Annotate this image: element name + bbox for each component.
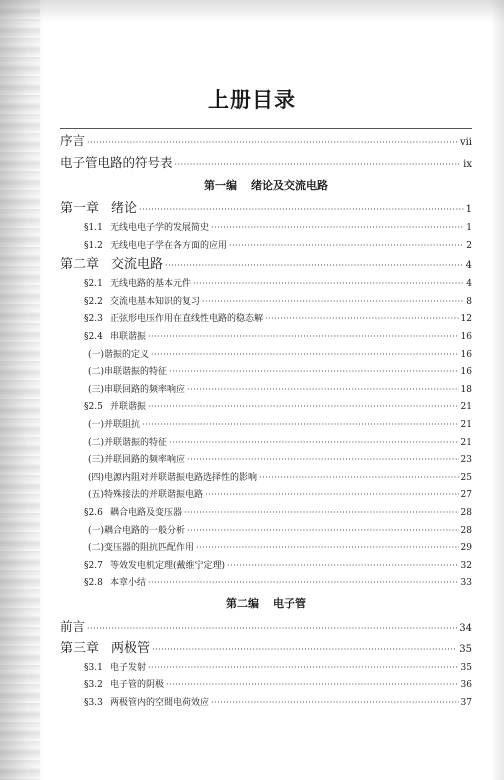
- page-number: 29: [460, 543, 472, 554]
- page-number: 27: [460, 490, 472, 501]
- page-number: 28: [460, 507, 472, 518]
- page-number: 12: [460, 314, 472, 325]
- leader-dots: [142, 416, 459, 434]
- entry-label: [60, 382, 185, 400]
- leader-dots: [211, 219, 464, 237]
- toc-entry-section[interactable]: [60, 659, 472, 677]
- part-heading: [60, 592, 472, 616]
- entry-title: (一)谐振的定义: [88, 349, 150, 360]
- leader-dots: [187, 451, 459, 469]
- entry-title: 等效发电机定理(戴维宁定理): [110, 560, 226, 571]
- entry-number: §2.4: [84, 331, 103, 342]
- entry-title: 无线电电子学在各方面的应用: [110, 240, 228, 251]
- toc-entry-top[interactable]: [60, 130, 472, 152]
- page-number: 8: [466, 296, 472, 307]
- toc-entry-chapter[interactable]: [60, 198, 472, 219]
- toc-entry-section[interactable]: [60, 275, 472, 293]
- leader-dots: [169, 363, 459, 381]
- entry-label: [60, 470, 257, 488]
- leader-dots: [193, 275, 464, 293]
- entry-label: [60, 399, 146, 417]
- page-number: 16: [460, 349, 472, 360]
- leader-dots: [259, 469, 459, 487]
- leader-dots: [196, 539, 459, 557]
- entry-label: [60, 435, 167, 453]
- toc-entry-chapter[interactable]: [60, 638, 472, 659]
- entry-title: 并联谐振: [110, 402, 147, 413]
- leader-dots: [175, 154, 462, 176]
- entry-title: 无线电电子学的发展简史: [110, 223, 210, 233]
- leader-dots: [169, 434, 459, 452]
- entry-label: [60, 254, 163, 275]
- page-number: 21: [460, 437, 472, 448]
- entry-label: [60, 329, 146, 347]
- toc-entry-section[interactable]: [60, 219, 472, 237]
- toc-entry-sub[interactable]: [60, 381, 472, 399]
- page-number: 1: [466, 223, 472, 233]
- entry-title: 两极管: [111, 640, 151, 656]
- entry-title: 本章小结: [110, 578, 147, 589]
- entry-label: [60, 638, 150, 659]
- toc-entry-section[interactable]: [60, 504, 472, 522]
- entry-number: §1.2: [84, 240, 103, 251]
- header-rule: [60, 128, 472, 129]
- entry-label: [60, 487, 203, 505]
- entry-title: (四)电源内阻对并联谐振电路选择性的影响: [88, 472, 258, 483]
- page-number: 33: [460, 578, 472, 589]
- page-number: 21: [460, 402, 472, 413]
- entry-title: (一)并联阻抗: [88, 419, 141, 430]
- entry-label: [60, 238, 227, 256]
- toc-entry-sub[interactable]: [60, 469, 472, 487]
- leader-dots: [265, 310, 459, 328]
- toc-entry-sub[interactable]: [60, 416, 472, 434]
- part-number: 第一编: [204, 179, 237, 192]
- page-number: 16: [460, 331, 472, 342]
- page-number: 32: [460, 560, 472, 571]
- entry-label: [60, 130, 85, 152]
- entry-title: (二)串联谐振的特征: [88, 367, 168, 378]
- leader-dots: [202, 293, 464, 311]
- page-number: 35: [460, 662, 472, 673]
- entry-title: 耦合电路及变压器: [110, 507, 183, 518]
- entry-title: 电子管的阴极: [110, 680, 165, 691]
- toc-entry-top[interactable]: [60, 152, 472, 174]
- page-number: 35: [459, 643, 472, 655]
- entry-title: 电子发射: [110, 662, 147, 673]
- page-number: 36: [460, 680, 472, 691]
- entry-label: [60, 347, 149, 365]
- entry-title: (三)并联回路的频率响应: [88, 455, 186, 466]
- leader-dots: [152, 639, 457, 660]
- part-name: 绪论及交流电路: [251, 179, 328, 192]
- entry-label: [60, 505, 182, 523]
- leader-dots: [148, 574, 459, 592]
- leader-dots: [187, 522, 459, 540]
- toc-entry-section[interactable]: [60, 310, 472, 328]
- toc-entry-sub[interactable]: [60, 434, 472, 452]
- entry-title: 交流电基本知识的复习: [110, 296, 201, 307]
- toc-entry-sub[interactable]: [60, 346, 472, 364]
- leader-dots: [165, 255, 464, 276]
- entry-number: §2.5: [84, 402, 103, 413]
- leader-dots: [205, 486, 459, 504]
- toc-entry-sub[interactable]: [60, 363, 472, 381]
- entry-number: §1.1: [84, 223, 103, 233]
- part-heading: [60, 174, 472, 198]
- entry-label: [60, 558, 225, 576]
- toc-entry-sub[interactable]: [60, 486, 472, 504]
- leader-dots: [87, 618, 457, 640]
- page-number: 21: [460, 419, 472, 430]
- entry-label: [60, 575, 146, 593]
- entry-label: [60, 677, 164, 695]
- leader-dots: [166, 676, 459, 694]
- part-number: 第二编: [226, 596, 259, 610]
- entry-number: §3.2: [84, 680, 103, 691]
- entry-number: 第一章: [60, 201, 100, 216]
- leader-dots: [148, 398, 459, 416]
- entry-label: [60, 540, 194, 558]
- toc-entry-section[interactable]: [60, 574, 472, 592]
- page-number: 16: [460, 367, 472, 378]
- entry-title: 两极管内的空間电荷效应: [110, 698, 210, 709]
- entry-number: §3.1: [84, 662, 103, 673]
- page-number: 34: [459, 622, 472, 634]
- toc-entry-section[interactable]: [60, 398, 472, 416]
- toc-entry-sub[interactable]: [60, 522, 472, 540]
- entry-label: [60, 220, 209, 238]
- scan-shadow-left: [0, 0, 40, 780]
- leader-dots: [148, 328, 459, 346]
- toc-entry-section[interactable]: [60, 557, 472, 575]
- toc-entry-sub[interactable]: [60, 451, 472, 469]
- leader-dots: [187, 381, 459, 399]
- page-number: 37: [460, 698, 472, 709]
- entry-number: §3.3: [84, 698, 103, 709]
- page-number: 28: [460, 525, 472, 536]
- entry-number: §2.3: [84, 314, 103, 325]
- entry-label: [60, 417, 140, 435]
- entry-number: §2.7: [84, 560, 103, 571]
- entry-label: [60, 364, 167, 382]
- entry-title: 前言: [60, 618, 86, 634]
- toc-entry-sub[interactable]: [60, 539, 472, 557]
- toc-entry-section[interactable]: [60, 694, 472, 712]
- page-number: 4: [465, 260, 472, 272]
- page-number: vii: [459, 137, 472, 148]
- entry-label: [60, 198, 137, 219]
- leader-dots: [87, 132, 458, 154]
- entry-title: (二)并联谐振的特征: [88, 437, 168, 448]
- toc-entry-section[interactable]: [60, 676, 472, 694]
- leader-dots: [151, 346, 459, 364]
- leader-dots: [229, 237, 464, 255]
- entry-label: [60, 311, 263, 329]
- page-number: 23: [460, 455, 472, 466]
- page-number: 25: [460, 472, 472, 483]
- entry-title: (三)串联回路的频率响应: [88, 384, 186, 395]
- entry-title: 电子管电路的符号表: [60, 155, 173, 170]
- entry-title: 串联谐振: [110, 331, 147, 342]
- leader-dots: [211, 694, 459, 712]
- leader-dots: [148, 659, 459, 677]
- entry-label: [60, 452, 185, 470]
- entry-label: [60, 276, 191, 294]
- toc-entry-section[interactable]: [60, 328, 472, 346]
- entry-title: 绪论: [111, 201, 138, 216]
- scan-shadow-top: [0, 0, 504, 22]
- toc-entry-chapter[interactable]: [60, 254, 472, 275]
- page-number: 1: [465, 204, 472, 215]
- table-of-contents: [60, 130, 472, 712]
- entry-title: 序言: [60, 133, 86, 148]
- entry-title: (一)耦合电路的一般分析: [88, 525, 186, 536]
- page-number: 4: [466, 279, 472, 290]
- entry-number: §2.1: [84, 279, 103, 290]
- entry-number: 第三章: [60, 640, 100, 656]
- page-title: 上册目录: [208, 88, 296, 112]
- entry-number: §2.8: [84, 578, 103, 589]
- leader-dots: [184, 504, 459, 522]
- entry-number: §2.6: [84, 507, 103, 518]
- entry-number: §2.2: [84, 296, 103, 307]
- entry-label: [60, 695, 209, 713]
- entry-title: 无线电路的基本元件: [110, 279, 192, 290]
- toc-entry-top[interactable]: [60, 616, 472, 638]
- page-number: 18: [460, 384, 472, 395]
- page-number: 2: [466, 240, 472, 251]
- part-name: 电子管: [273, 596, 306, 610]
- toc-entry-section[interactable]: [60, 293, 472, 311]
- entry-label: [60, 660, 146, 678]
- entry-label: [60, 152, 173, 174]
- page-number: ix: [463, 159, 472, 170]
- entry-title: 交流电路: [111, 257, 164, 273]
- toc-entry-section[interactable]: [60, 237, 472, 255]
- leader-dots: [227, 557, 459, 575]
- entry-title: 正弦形电压作用在直线性电路的稳态解: [110, 314, 264, 325]
- entry-number: 第二章: [60, 257, 100, 273]
- entry-title: (五)特殊接法的并联谐振电路: [88, 490, 204, 501]
- entry-title: (二)变压器的阻抗匹配作用: [88, 543, 195, 554]
- entry-label: [60, 523, 185, 541]
- entry-label: [60, 294, 200, 312]
- entry-label: [60, 616, 85, 638]
- leader-dots: [139, 199, 464, 220]
